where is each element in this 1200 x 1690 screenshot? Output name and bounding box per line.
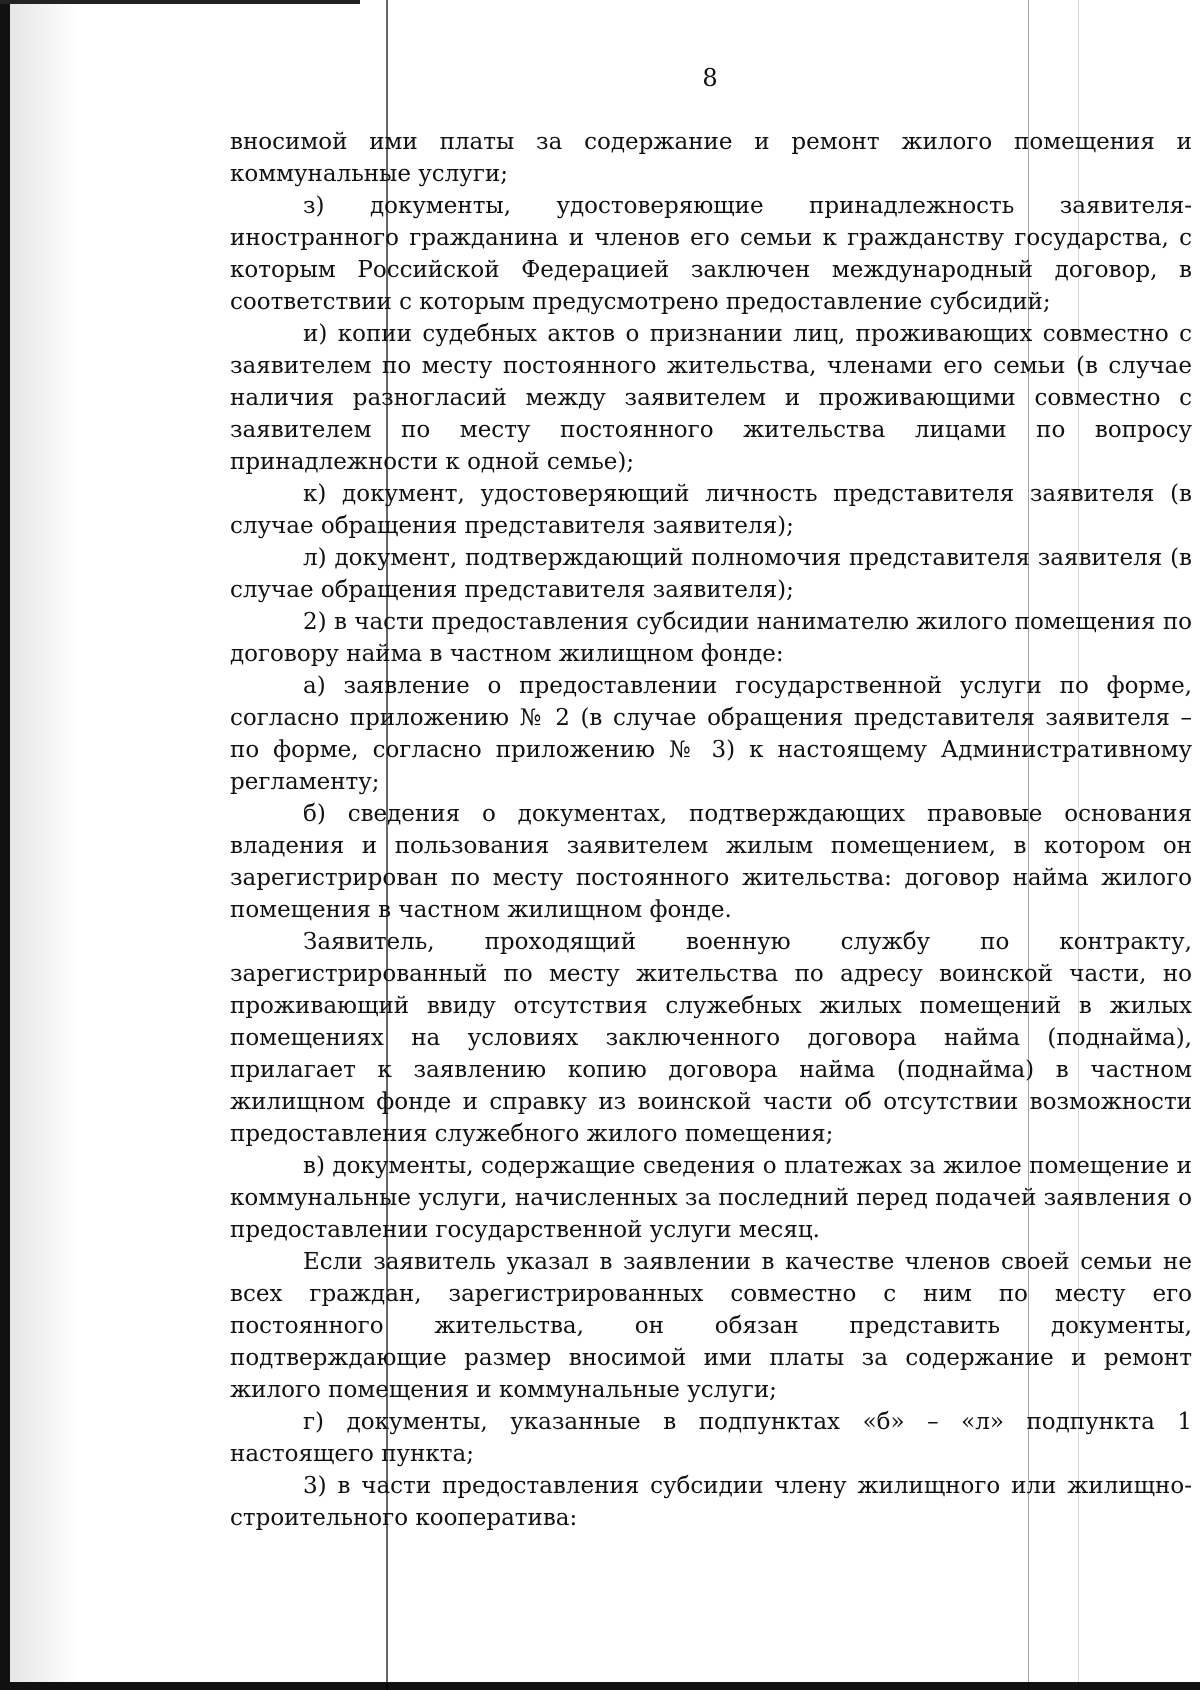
paragraph: к) документ, удостоверяющий личность представителя заявителя (в случае обращения представителя заявителя); <box>230 481 1192 539</box>
document-body <box>230 126 1192 1534</box>
scan-edge-top <box>0 0 360 4</box>
paragraph: вносимой ими платы за содержание и ремонт жилого помещения и коммунальные услуги; <box>230 129 1192 187</box>
paragraph: 2) в части предоставления субсидии нанимателю жилого помещения по договору найма в частном жилищном фонде: <box>230 609 1192 667</box>
scan-edge-left <box>0 0 10 1690</box>
paragraph: а) заявление о предоставлении государственной услуги по форме, согласно приложению № 2 (в случае обращения представителя заявителя – по форме, согласно приложению № 3) к настоящему Административному регламенту; <box>230 673 1192 795</box>
paragraph: б) сведения о документах, подтверждающих правовые основания владения и пользования заявителем жилым помещением, в котором он зарегистрирован по месту постоянного жительства: договор найма жилого помещения в частном жилищном фонде. <box>230 801 1192 923</box>
paragraph: Если заявитель указал в заявлении в качестве членов своей семьи не всех граждан, зарегистрированных совместно с ним по месту его постоянного жительства, он обязан представить документы, подтверждающие размер вносимой ими платы за содержание и ремонт жилого помещения и коммунальные услуги; <box>230 1249 1192 1403</box>
paragraph: и) копии судебных актов о признании лиц, проживающих совместно с заявителем по месту постоянного жительства, членами его семьи (в случае наличия разногласий между заявителем и проживающими совместно с заявителем по месту постоянного жительства лицами по вопросу принадлежности к одной семье); <box>230 321 1192 475</box>
paragraph: з) документы, удостоверяющие принадлежность заявителя-иностранного гражданина и членов его семьи к гражданству государства, с которым Российской Федерацией заключен международный договор, в соответствии с которым предусмотрено предоставление субсидий; <box>230 193 1192 315</box>
paragraph: Заявитель, проходящий военную службу по контракту, зарегистрированный по месту жительства по адресу воинской части, но проживающий ввиду отсутствия служебных жилых помещений в жилых помещениях на условиях заключенного договора найма (поднайма), прилагает к заявлению копию договора найма (поднайма) в частном жилищном фонде и справку из воинской части об отсутствии возможности предоставления служебного жилого помещения; <box>230 929 1192 1147</box>
paragraph: г) документы, указанные в подпунктах «б» – «л» подпункта 1 настоящего пункта; <box>230 1409 1192 1467</box>
paragraph: л) документ, подтверждающий полномочия представителя заявителя (в случае обращения представителя заявителя); <box>230 545 1192 603</box>
paragraph: 3) в части предоставления субсидии члену жилищного или жилищно-строительного кооператива: <box>230 1473 1192 1531</box>
scan-edge-bottom <box>0 1682 1200 1690</box>
paragraph: в) документы, содержащие сведения о платежах за жилое помещение и коммунальные услуги, начисленных за последний перед подачей заявления о предоставлении государственной услуги месяц. <box>230 1153 1192 1243</box>
scan-shadow <box>10 0 80 1690</box>
page-number: 8 <box>702 64 718 92</box>
